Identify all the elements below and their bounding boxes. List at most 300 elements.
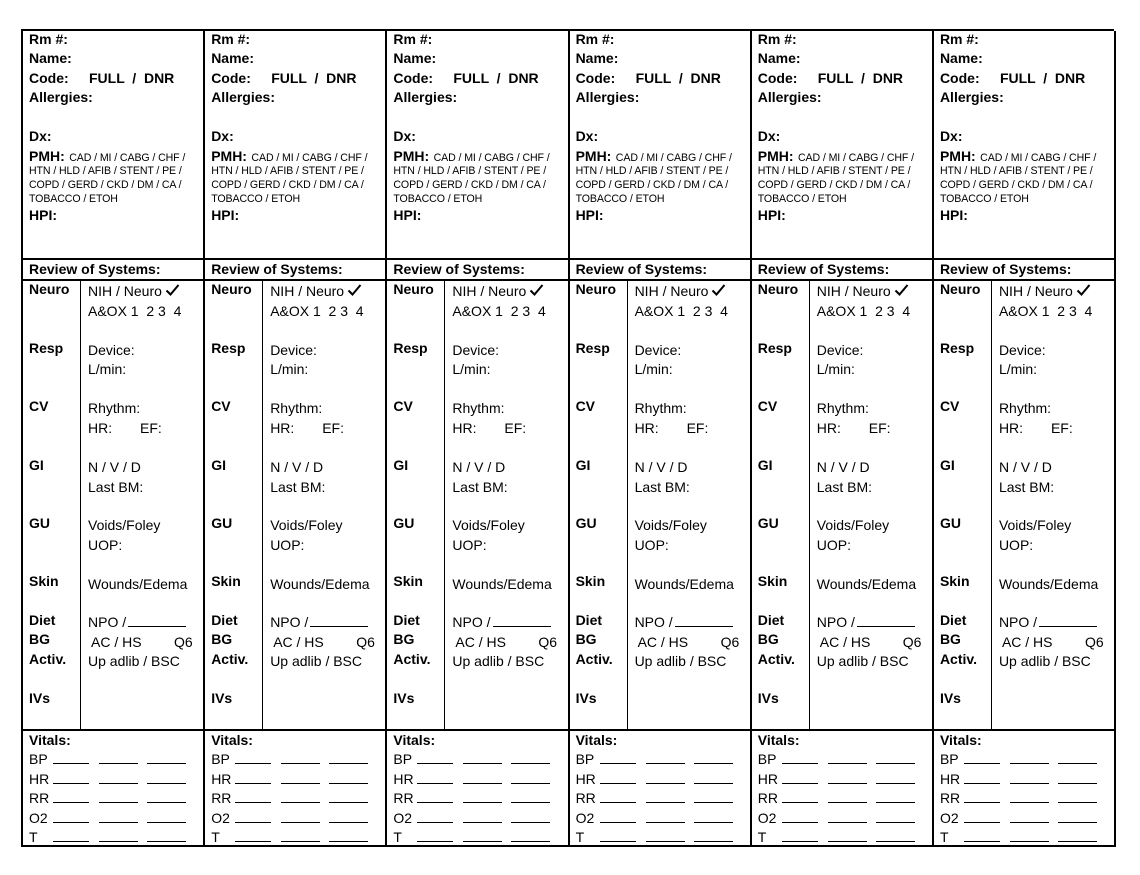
name-label: Name: (211, 50, 254, 66)
vitals-hr-row (393, 771, 550, 787)
vitals-blank[interactable] (147, 772, 186, 784)
cv-label: CV (393, 398, 413, 414)
vitals-blank[interactable] (694, 772, 733, 784)
gi-last-bm: Last BM: (270, 479, 326, 495)
pmh-conditions-3: COPD / GERD / CKD / DM / CA / (939, 179, 1093, 191)
name-label: Name: (393, 50, 437, 66)
neuro-nih-line (452, 283, 544, 299)
skin-label: Skin (939, 573, 970, 589)
vitals-blank[interactable] (147, 791, 186, 803)
vitals-blank[interactable] (53, 830, 89, 842)
resp-lmin: L/min: (88, 361, 127, 377)
skin-wounds: Wounds/Edema (998, 576, 1099, 592)
resp-lmin: L/min: (270, 361, 309, 377)
allergies-label: Allergies: (211, 89, 275, 105)
vitals-blank[interactable] (329, 791, 368, 803)
vitals-t-label: T (29, 829, 38, 845)
vitals-blank[interactable] (964, 811, 1000, 823)
vitals-blank[interactable] (99, 791, 138, 803)
dx-label: Dx: (939, 128, 963, 144)
vitals-blank[interactable] (235, 791, 271, 803)
vitals-divider (205, 729, 385, 731)
vitals-blank[interactable] (600, 811, 636, 823)
vitals-title: Vitals: (575, 732, 618, 748)
code-label: Code: (939, 70, 980, 86)
vitals-blank[interactable] (1010, 772, 1049, 784)
vitals-blank[interactable] (147, 830, 186, 842)
vitals-bp-row (940, 751, 1097, 767)
pmh-label: PMH: (575, 148, 612, 164)
vitals-blank[interactable] (828, 772, 867, 784)
vitals-rr-row (758, 790, 915, 806)
resp-label: Resp (211, 340, 246, 356)
vitals-blank[interactable] (281, 830, 320, 842)
pmh-line-1 (393, 148, 549, 166)
bg-ac-hs: AC / HS (273, 634, 324, 650)
allergies-label: Allergies: (575, 89, 640, 105)
activ-status: Up adlib / BSC (816, 653, 909, 669)
vitals-bp-row (211, 751, 368, 767)
activ-label: Activ. (29, 651, 67, 667)
pmh-label: PMH: (29, 148, 65, 164)
ivs-label: IVs (939, 690, 961, 706)
vitals-blank[interactable] (281, 811, 320, 823)
dx-label: Dx: (29, 128, 52, 144)
gu-voids: Voids/Foley (634, 517, 707, 533)
vitals-blank[interactable] (646, 752, 685, 764)
cv-ef: EF: (1050, 420, 1073, 436)
vitals-bp-label: BP (29, 751, 48, 767)
vitals-t-row (211, 829, 368, 845)
gu-label: GU (393, 515, 415, 531)
vitals-rr-row (393, 790, 550, 806)
vitals-blank[interactable] (1058, 752, 1097, 764)
vitals-blank[interactable] (1010, 752, 1049, 764)
pmh-line-1 (940, 148, 1096, 166)
ros-column-divider (627, 279, 628, 729)
dx-label: Dx: (757, 128, 781, 144)
ivs-label: IVs (211, 690, 233, 706)
vitals-blank[interactable] (281, 752, 320, 764)
neuro-nih-text: NIH / Neuro (270, 283, 345, 299)
vitals-t-row (576, 829, 733, 845)
vitals-blank[interactable] (782, 752, 818, 764)
vitals-blank[interactable] (1010, 791, 1049, 803)
pmh-conditions-4: TOBACCO / ETOH (575, 193, 665, 205)
ivs-label: IVs (393, 690, 415, 706)
gu-uop: UOP: (634, 537, 669, 553)
vitals-blank[interactable] (828, 811, 867, 823)
vitals-blank[interactable] (99, 811, 138, 823)
vitals-blank[interactable] (646, 811, 685, 823)
bg-q6: Q6 (902, 634, 922, 650)
gu-label: GU (939, 515, 961, 531)
vitals-blank[interactable] (646, 830, 685, 842)
code-options[interactable]: FULL / DNR (453, 70, 539, 86)
bg-ac-hs: AC / HS (455, 634, 506, 650)
pmh-conditions-1: CAD / MI / CABG / CHF / (433, 152, 550, 164)
vitals-o2-row (940, 810, 1097, 826)
vitals-blank[interactable] (463, 752, 502, 764)
hpi-label: HPI: (211, 207, 240, 223)
pmh-conditions-2: HTN / HLD / AFIB / STENT / PE / (29, 165, 182, 177)
cv-hr: HR: (270, 420, 295, 436)
pmh-conditions-2: HTN / HLD / AFIB / STENT / PE / (575, 165, 729, 177)
vitals-blank[interactable] (1058, 772, 1097, 784)
vitals-blank[interactable] (281, 772, 320, 784)
vitals-o2-label: O2 (29, 810, 48, 826)
gi-label: GI (211, 457, 226, 473)
vitals-blank[interactable] (99, 752, 138, 764)
neuro-aox: A&OX 1 2 3 4 (270, 303, 364, 319)
vitals-t-label: T (575, 829, 585, 845)
diet-blank[interactable] (493, 615, 551, 627)
vitals-blank[interactable] (1010, 811, 1049, 823)
neuro-label: Neuro (29, 281, 70, 297)
vitals-blank[interactable] (600, 830, 636, 842)
vitals-blank[interactable] (1058, 830, 1097, 842)
vitals-blank[interactable] (329, 811, 368, 823)
cv-rhythm: Rhythm: (998, 400, 1052, 416)
vitals-blank[interactable] (463, 830, 502, 842)
ros-title: Review of Systems: (29, 261, 161, 277)
neuro-aox: A&OX 1 2 3 4 (998, 303, 1093, 319)
vitals-blank[interactable] (99, 830, 138, 842)
vitals-blank[interactable] (600, 772, 636, 784)
pmh-conditions-3: COPD / GERD / CKD / DM / CA / (211, 179, 364, 191)
code-options[interactable]: FULL / DNR (271, 70, 357, 86)
ros-title: Review of Systems: (393, 261, 525, 277)
patient-column-4 (570, 31, 752, 847)
vitals-blank[interactable] (876, 791, 915, 803)
vitals-blank[interactable] (235, 830, 271, 842)
vitals-blank[interactable] (463, 811, 502, 823)
resp-device: Device: (998, 342, 1046, 358)
gi-nvd: N / V / D (270, 459, 324, 475)
hpi-label: HPI: (939, 207, 968, 223)
vitals-divider (570, 729, 750, 731)
cv-rhythm: Rhythm: (88, 400, 141, 416)
gi-label: GI (939, 457, 955, 473)
vitals-rr-label: RR (211, 790, 232, 806)
bg-q6: Q6 (538, 634, 558, 650)
vitals-rr-row (211, 790, 368, 806)
vitals-t-row (758, 829, 915, 845)
vitals-blank[interactable] (463, 772, 502, 784)
vitals-blank[interactable] (235, 811, 271, 823)
vitals-blank[interactable] (417, 830, 453, 842)
vitals-blank[interactable] (511, 791, 550, 803)
vitals-blank[interactable] (147, 752, 186, 764)
diet-npo: NPO / (634, 614, 673, 630)
diet-label: Diet (393, 612, 420, 628)
code-options[interactable]: FULL / DNR (817, 70, 904, 86)
skin-wounds: Wounds/Edema (452, 576, 552, 592)
diet-label: Diet (575, 612, 603, 628)
pmh-conditions-4: TOBACCO / ETOH (29, 193, 118, 205)
ivs-label: IVs (575, 690, 597, 706)
vitals-title: Vitals: (757, 732, 800, 748)
cv-hr: HR: (998, 420, 1024, 436)
room-label: Rm #: (575, 31, 615, 47)
activ-label: Activ. (939, 651, 978, 667)
gi-last-bm: Last BM: (88, 479, 144, 495)
dx-label: Dx: (575, 128, 599, 144)
vitals-blank[interactable] (964, 791, 1000, 803)
diet-label: Diet (757, 612, 785, 628)
cv-ef: EF: (504, 420, 527, 436)
ros-title: Review of Systems: (575, 261, 708, 277)
vitals-blank[interactable] (235, 772, 271, 784)
vitals-blank[interactable] (876, 752, 915, 764)
vitals-blank[interactable] (782, 811, 818, 823)
pmh-label: PMH: (939, 148, 976, 164)
resp-lmin: L/min: (998, 361, 1038, 377)
vitals-o2-label: O2 (393, 810, 413, 826)
code-options[interactable]: FULL / DNR (635, 70, 721, 86)
diet-npo-line (452, 614, 550, 630)
vitals-blank[interactable] (99, 772, 138, 784)
checkmark-icon (894, 283, 909, 297)
vitals-bp-row (393, 751, 550, 767)
code-label: Code: (211, 70, 251, 86)
vitals-blank[interactable] (147, 811, 186, 823)
vitals-blank[interactable] (964, 772, 1000, 784)
cv-label: CV (757, 398, 778, 414)
vitals-blank[interactable] (329, 752, 368, 764)
gi-nvd: N / V / D (998, 459, 1052, 475)
ros-column-divider (80, 279, 81, 729)
resp-device: Device: (270, 342, 317, 358)
vitals-blank[interactable] (694, 791, 733, 803)
ros-title: Review of Systems: (757, 261, 890, 277)
header-divider (205, 258, 385, 260)
vitals-blank[interactable] (329, 830, 368, 842)
bg-ac-hs: AC / HS (637, 634, 689, 650)
header-divider (934, 258, 1114, 260)
neuro-aox: A&OX 1 2 3 4 (816, 303, 911, 319)
vitals-blank[interactable] (511, 752, 550, 764)
vitals-blank[interactable] (417, 811, 453, 823)
skin-label: Skin (575, 573, 606, 589)
hpi-label: HPI: (757, 207, 786, 223)
resp-device: Device: (816, 342, 864, 358)
vitals-blank[interactable] (600, 752, 636, 764)
diet-blank[interactable] (1039, 615, 1097, 627)
diet-label: Diet (211, 612, 238, 628)
resp-lmin: L/min: (452, 361, 491, 377)
diet-npo: NPO / (270, 614, 309, 630)
ivs-label: IVs (757, 690, 779, 706)
activ-status: Up adlib / BSC (998, 653, 1091, 669)
activ-status: Up adlib / BSC (634, 653, 727, 669)
diet-blank[interactable] (128, 615, 186, 627)
room-label: Rm #: (211, 31, 251, 47)
diet-blank[interactable] (857, 615, 915, 627)
gu-voids: Voids/Foley (270, 517, 343, 533)
gi-nvd: N / V / D (452, 459, 506, 475)
gu-voids: Voids/Foley (88, 517, 161, 533)
hpi-label: HPI: (575, 207, 604, 223)
vitals-hr-label: HR (575, 771, 596, 787)
neuro-nih-text: NIH / Neuro (452, 283, 527, 299)
bg-label: BG (939, 631, 961, 647)
diet-blank[interactable] (675, 615, 733, 627)
vitals-blank[interactable] (281, 791, 320, 803)
gi-label: GI (575, 457, 591, 473)
vitals-blank[interactable] (329, 772, 368, 784)
header-divider (570, 258, 750, 260)
vitals-blank[interactable] (53, 811, 89, 823)
allergies-label: Allergies: (757, 89, 822, 105)
diet-blank[interactable] (310, 615, 368, 627)
bg-label: BG (575, 631, 597, 647)
diet-npo: NPO / (998, 614, 1038, 630)
pmh-conditions-4: TOBACCO / ETOH (939, 193, 1029, 205)
resp-label: Resp (393, 340, 428, 356)
vitals-blank[interactable] (694, 811, 733, 823)
vitals-blank[interactable] (463, 791, 502, 803)
pmh-conditions-4: TOBACCO / ETOH (757, 193, 847, 205)
vitals-blank[interactable] (782, 791, 818, 803)
pmh-conditions-1: CAD / MI / CABG / CHF / (980, 152, 1097, 164)
vitals-blank[interactable] (646, 772, 685, 784)
vitals-blank[interactable] (511, 811, 550, 823)
vitals-t-label: T (939, 829, 949, 845)
hpi-label: HPI: (29, 207, 57, 223)
vitals-rr-label: RR (575, 790, 596, 806)
pmh-conditions-3: COPD / GERD / CKD / DM / CA / (757, 179, 911, 191)
pmh-conditions-2: HTN / HLD / AFIB / STENT / PE / (939, 165, 1093, 177)
bg-ac-hs: AC / HS (91, 634, 142, 650)
gu-uop: UOP: (270, 537, 305, 553)
vitals-blank[interactable] (1010, 830, 1049, 842)
gi-label: GI (757, 457, 773, 473)
vitals-blank[interactable] (964, 752, 1000, 764)
resp-lmin: L/min: (816, 361, 855, 377)
code-options[interactable]: FULL / DNR (999, 70, 1086, 86)
gu-label: GU (575, 515, 597, 531)
vitals-blank[interactable] (417, 772, 453, 784)
vitals-bp-label: BP (393, 751, 413, 767)
bg-ac-hs: AC / HS (819, 634, 871, 650)
neuro-nih-line (635, 283, 727, 299)
neuro-nih-line (999, 283, 1091, 299)
bg-label: BG (757, 631, 779, 647)
code-label: Code: (575, 70, 616, 86)
cv-hr: HR: (816, 420, 841, 436)
vitals-t-label: T (393, 829, 402, 845)
vitals-divider (752, 729, 932, 731)
pmh-line-1 (211, 148, 367, 166)
vitals-o2-row (211, 810, 368, 826)
code-label: Code: (29, 70, 69, 86)
vitals-blank[interactable] (1058, 791, 1097, 803)
vitals-rr-label: RR (757, 790, 778, 806)
diet-npo-line (270, 614, 368, 630)
vitals-blank[interactable] (876, 772, 915, 784)
vitals-blank[interactable] (828, 791, 867, 803)
cv-hr: HR: (88, 420, 113, 436)
vitals-blank[interactable] (417, 752, 453, 764)
header-divider (387, 258, 567, 260)
vitals-blank[interactable] (53, 752, 89, 764)
vitals-blank[interactable] (511, 830, 550, 842)
vitals-title: Vitals: (939, 732, 982, 748)
room-label: Rm #: (29, 31, 68, 47)
resp-label: Resp (29, 340, 64, 356)
vitals-blank[interactable] (876, 830, 915, 842)
gu-uop: UOP: (88, 537, 123, 553)
pmh-label: PMH: (393, 148, 430, 164)
vitals-hr-row (29, 771, 186, 787)
vitals-blank[interactable] (828, 752, 867, 764)
vitals-blank[interactable] (828, 830, 867, 842)
vitals-blank[interactable] (53, 791, 89, 803)
neuro-nih-line (88, 283, 180, 299)
diet-npo-line (817, 614, 915, 630)
bg-label: BG (393, 631, 415, 647)
vitals-blank[interactable] (417, 791, 453, 803)
patient-column-5 (752, 31, 934, 847)
gu-label: GU (211, 515, 233, 531)
checkmark-icon (529, 283, 544, 297)
checkmark-icon (165, 283, 180, 297)
vitals-t-row (393, 829, 550, 845)
vitals-rr-row (29, 790, 186, 806)
code-options[interactable]: FULL / DNR (89, 70, 175, 86)
bg-q6: Q6 (1084, 634, 1104, 650)
vitals-hr-row (211, 771, 368, 787)
header-divider (752, 258, 932, 260)
vitals-blank[interactable] (694, 830, 733, 842)
vitals-blank[interactable] (53, 772, 89, 784)
vitals-blank[interactable] (694, 752, 733, 764)
vitals-rr-label: RR (393, 790, 414, 806)
vitals-blank[interactable] (964, 830, 1000, 842)
checkmark-icon (347, 283, 362, 297)
vitals-blank[interactable] (1058, 811, 1097, 823)
vitals-blank[interactable] (511, 772, 550, 784)
vitals-bp-label: BP (939, 751, 959, 767)
name-label: Name: (575, 50, 619, 66)
vitals-bp-row (29, 751, 186, 767)
pmh-conditions-1: CAD / MI / CABG / CHF / (251, 152, 368, 164)
gi-nvd: N / V / D (816, 459, 870, 475)
vitals-hr-row (758, 771, 915, 787)
gi-label: GI (393, 457, 409, 473)
vitals-blank[interactable] (646, 791, 685, 803)
vitals-rr-label: RR (939, 790, 961, 806)
vitals-blank[interactable] (782, 772, 818, 784)
diet-npo-line (635, 614, 733, 630)
code-label: Code: (757, 70, 798, 86)
vitals-title: Vitals: (29, 732, 71, 748)
vitals-hr-label: HR (211, 771, 232, 787)
vitals-blank[interactable] (876, 811, 915, 823)
vitals-t-label: T (211, 829, 220, 845)
neuro-nih-text: NIH / Neuro (816, 283, 891, 299)
vitals-blank[interactable] (600, 791, 636, 803)
pmh-conditions-1: CAD / MI / CABG / CHF / (69, 152, 186, 164)
cv-hr: HR: (634, 420, 659, 436)
header-divider (23, 258, 203, 260)
vitals-blank[interactable] (782, 830, 818, 842)
vitals-o2-label: O2 (939, 810, 959, 826)
cv-ef: EF: (686, 420, 709, 436)
resp-device: Device: (634, 342, 682, 358)
vitals-blank[interactable] (235, 752, 271, 764)
